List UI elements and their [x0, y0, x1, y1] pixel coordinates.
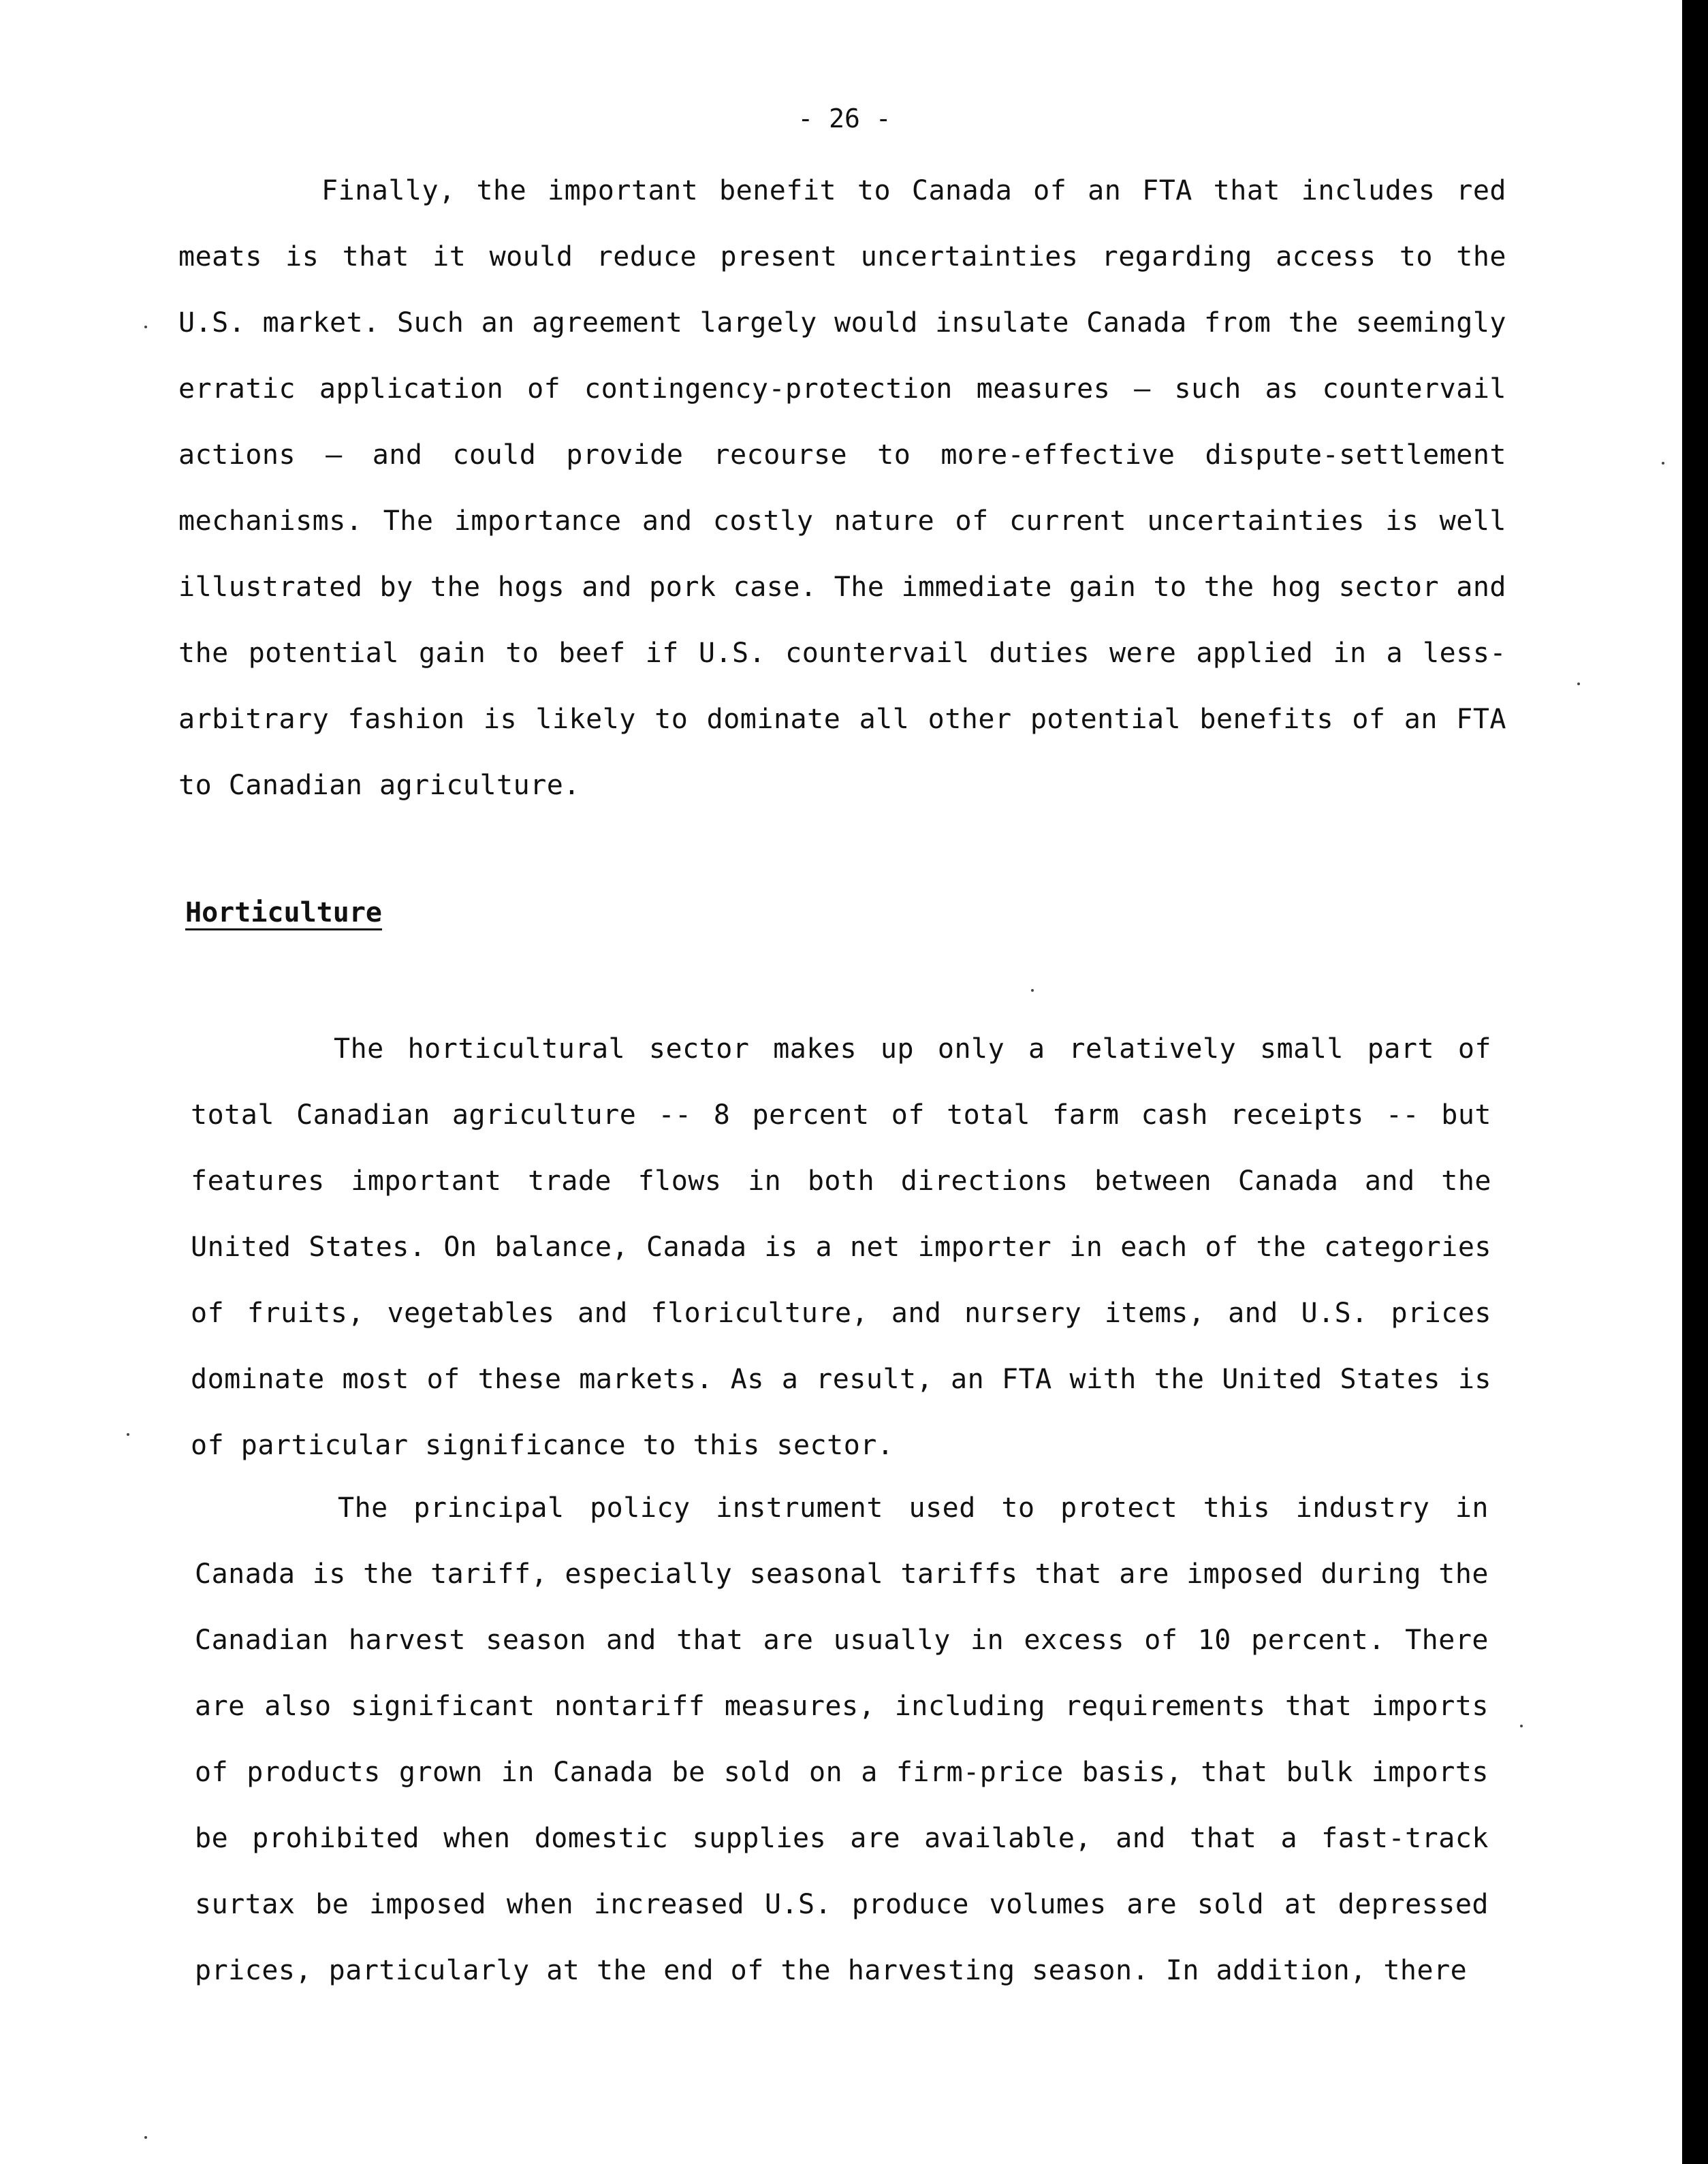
scan-speck: [1520, 1725, 1523, 1727]
scan-border: [1682, 0, 1708, 2164]
paragraph-policy-instruments-text: The principal policy instrument used to protect this industry in Canada is the tariff, especially seasonal tariffs that are imposed during the Canadian harvest season and that are usually in excess of 10 percent. There are also significant nontariff measures, including requirements that imports of products grown in Canada be sold on a firm-price basis, that bulk imports be prohibited when domestic supplies are available, and that a fast-track surtax be imposed when increased U.S. produce volumes are sold at depressed prices, particularly at the end of the harvesting season. In addition, there: [195, 1492, 1489, 1986]
scan-speck: [144, 326, 147, 328]
paragraph-policy-instruments: [195, 1475, 1489, 2004]
section-heading-horticulture: Horticulture: [185, 897, 382, 928]
scan-speck: [144, 2136, 147, 2139]
paragraph-red-meats-text: Finally, the important benefit to Canada of an FTA that includes red meats is that it would reduce present uncertainties regarding access to the U.S. market. Such an agreement largely would insulate Canada from the seemingly erratic application of contingency-protection measures — such as countervail actions — and could provide recourse to more-effective dispute-settlement mechanisms. The importance and costly nature of current uncertainties is well illustrated by the hogs and pork case. The immediate gain to the hog sector and the potential gain to beef if U.S. countervail duties were applied in a less-arbitrary fashion is likely to dominate all other potential benefits of an FTA to Canadian agriculture.: [178, 175, 1506, 801]
paragraph-horticulture-overview-text: The horticultural sector makes up only a relatively small part of total Canadian agriculture -- 8 percent of total farm cash receipts -- but features important trade flows in both directions between Canada and the United States. On balance, Canada is a net importer in each of the categories of fruits, vegetables and floriculture, and nursery items, and U.S. prices dominate most of these markets. As a result, an FTA with the United States is of particular significance to this sector.: [191, 1033, 1491, 1461]
paragraph-red-meats: [178, 158, 1506, 819]
scan-speck: [1577, 683, 1580, 685]
scan-speck: [1031, 989, 1034, 992]
scan-speck: [127, 1433, 129, 1436]
scan-speck: [1662, 462, 1664, 465]
paragraph-horticulture-overview: [191, 1016, 1491, 1479]
page-number: - 26 -: [797, 104, 891, 134]
